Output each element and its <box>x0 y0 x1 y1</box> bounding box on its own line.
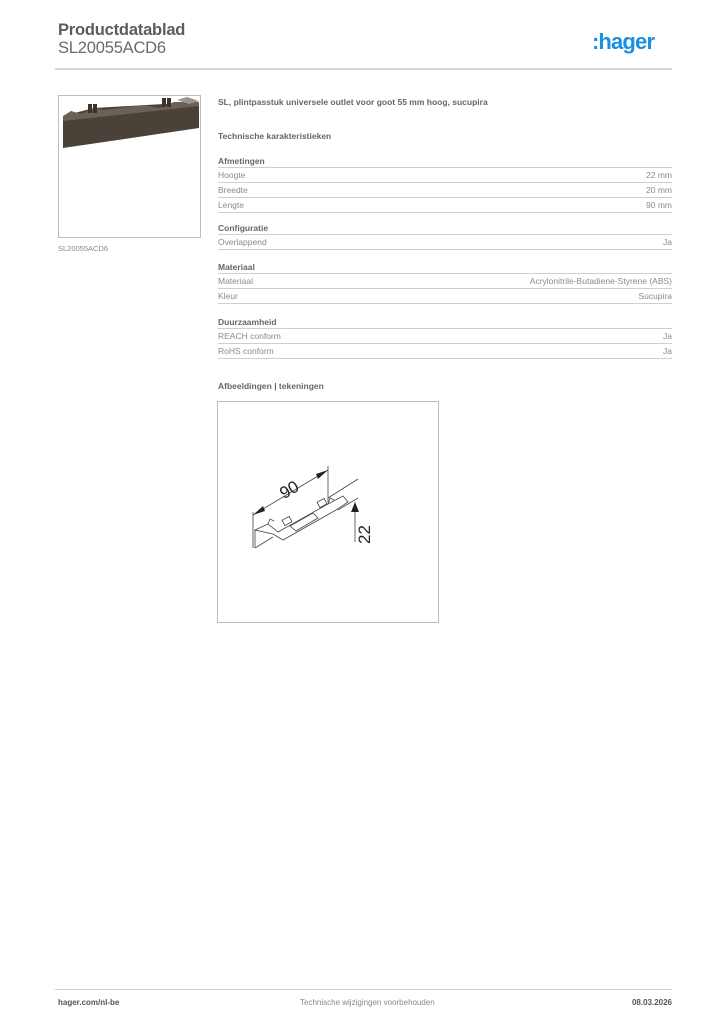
spec-value: 20 mm <box>646 185 672 195</box>
footer-website-link[interactable]: hager.com/nl-be <box>58 998 120 1007</box>
spec-value: 90 mm <box>646 200 672 210</box>
logo-colon-icon: : <box>592 29 598 54</box>
length-dimension-label: 90 <box>276 476 303 503</box>
spec-value: Ja <box>663 346 672 356</box>
section-materiaal <box>218 261 672 304</box>
spec-label: Materiaal <box>218 276 253 286</box>
section-afmetingen <box>218 155 672 213</box>
spec-label: Breedte <box>218 185 248 195</box>
spec-label: Kleur <box>218 291 238 301</box>
technical-heading: Technische karakteristieken <box>218 131 332 141</box>
spec-row <box>218 344 672 359</box>
footer-date: 08.03.2026 <box>631 998 672 1007</box>
section-title: Materiaal <box>218 261 672 274</box>
page-title: Productdatablad <box>58 21 186 39</box>
section-title: Afmetingen <box>218 155 672 168</box>
product-code: SL20055ACD6 <box>58 39 166 57</box>
spec-row <box>218 183 672 198</box>
spec-value: Acrylonitrile-Butadiene-Styrene (ABS) <box>529 276 672 286</box>
logo-text: hager <box>598 29 655 54</box>
spec-value: Ja <box>663 237 672 247</box>
technical-drawing <box>217 401 439 623</box>
images-heading: Afbeeldingen | tekeningen <box>218 381 324 391</box>
product-photo-icon <box>59 96 200 237</box>
spec-row <box>218 235 672 250</box>
section-duurzaamheid <box>218 316 672 359</box>
hager-logo <box>592 29 654 55</box>
spec-row <box>218 274 672 289</box>
spec-value: Sucupira <box>638 291 672 301</box>
section-title: Duurzaamheid <box>218 316 672 329</box>
spec-row <box>218 198 672 213</box>
spec-label: RoHS conform <box>218 346 274 356</box>
product-image <box>58 95 201 238</box>
spec-label: Hoogte <box>218 170 246 180</box>
footer-divider <box>55 989 672 990</box>
spec-label: REACH conform <box>218 331 281 341</box>
spec-value: 22 mm <box>646 170 672 180</box>
footer-notice: Technische wijzigingen voorbehouden <box>300 998 435 1007</box>
section-title: Configuratie <box>218 222 672 235</box>
spec-value: Ja <box>663 331 672 341</box>
dimension-drawing-icon <box>218 402 438 622</box>
spec-label: Overlappend <box>218 237 267 247</box>
height-dimension-label: 22 <box>355 525 374 544</box>
section-configuratie <box>218 222 672 250</box>
product-image-caption: SL20055ACD6 <box>58 244 109 253</box>
spec-row <box>218 289 672 304</box>
spec-row <box>218 168 672 183</box>
spec-label: Lengte <box>218 200 244 210</box>
product-description: SL, plintpasstuk universele outlet voor goot 55 mm hoog, sucupira <box>218 97 488 107</box>
header-divider <box>55 68 672 70</box>
spec-row <box>218 329 672 344</box>
